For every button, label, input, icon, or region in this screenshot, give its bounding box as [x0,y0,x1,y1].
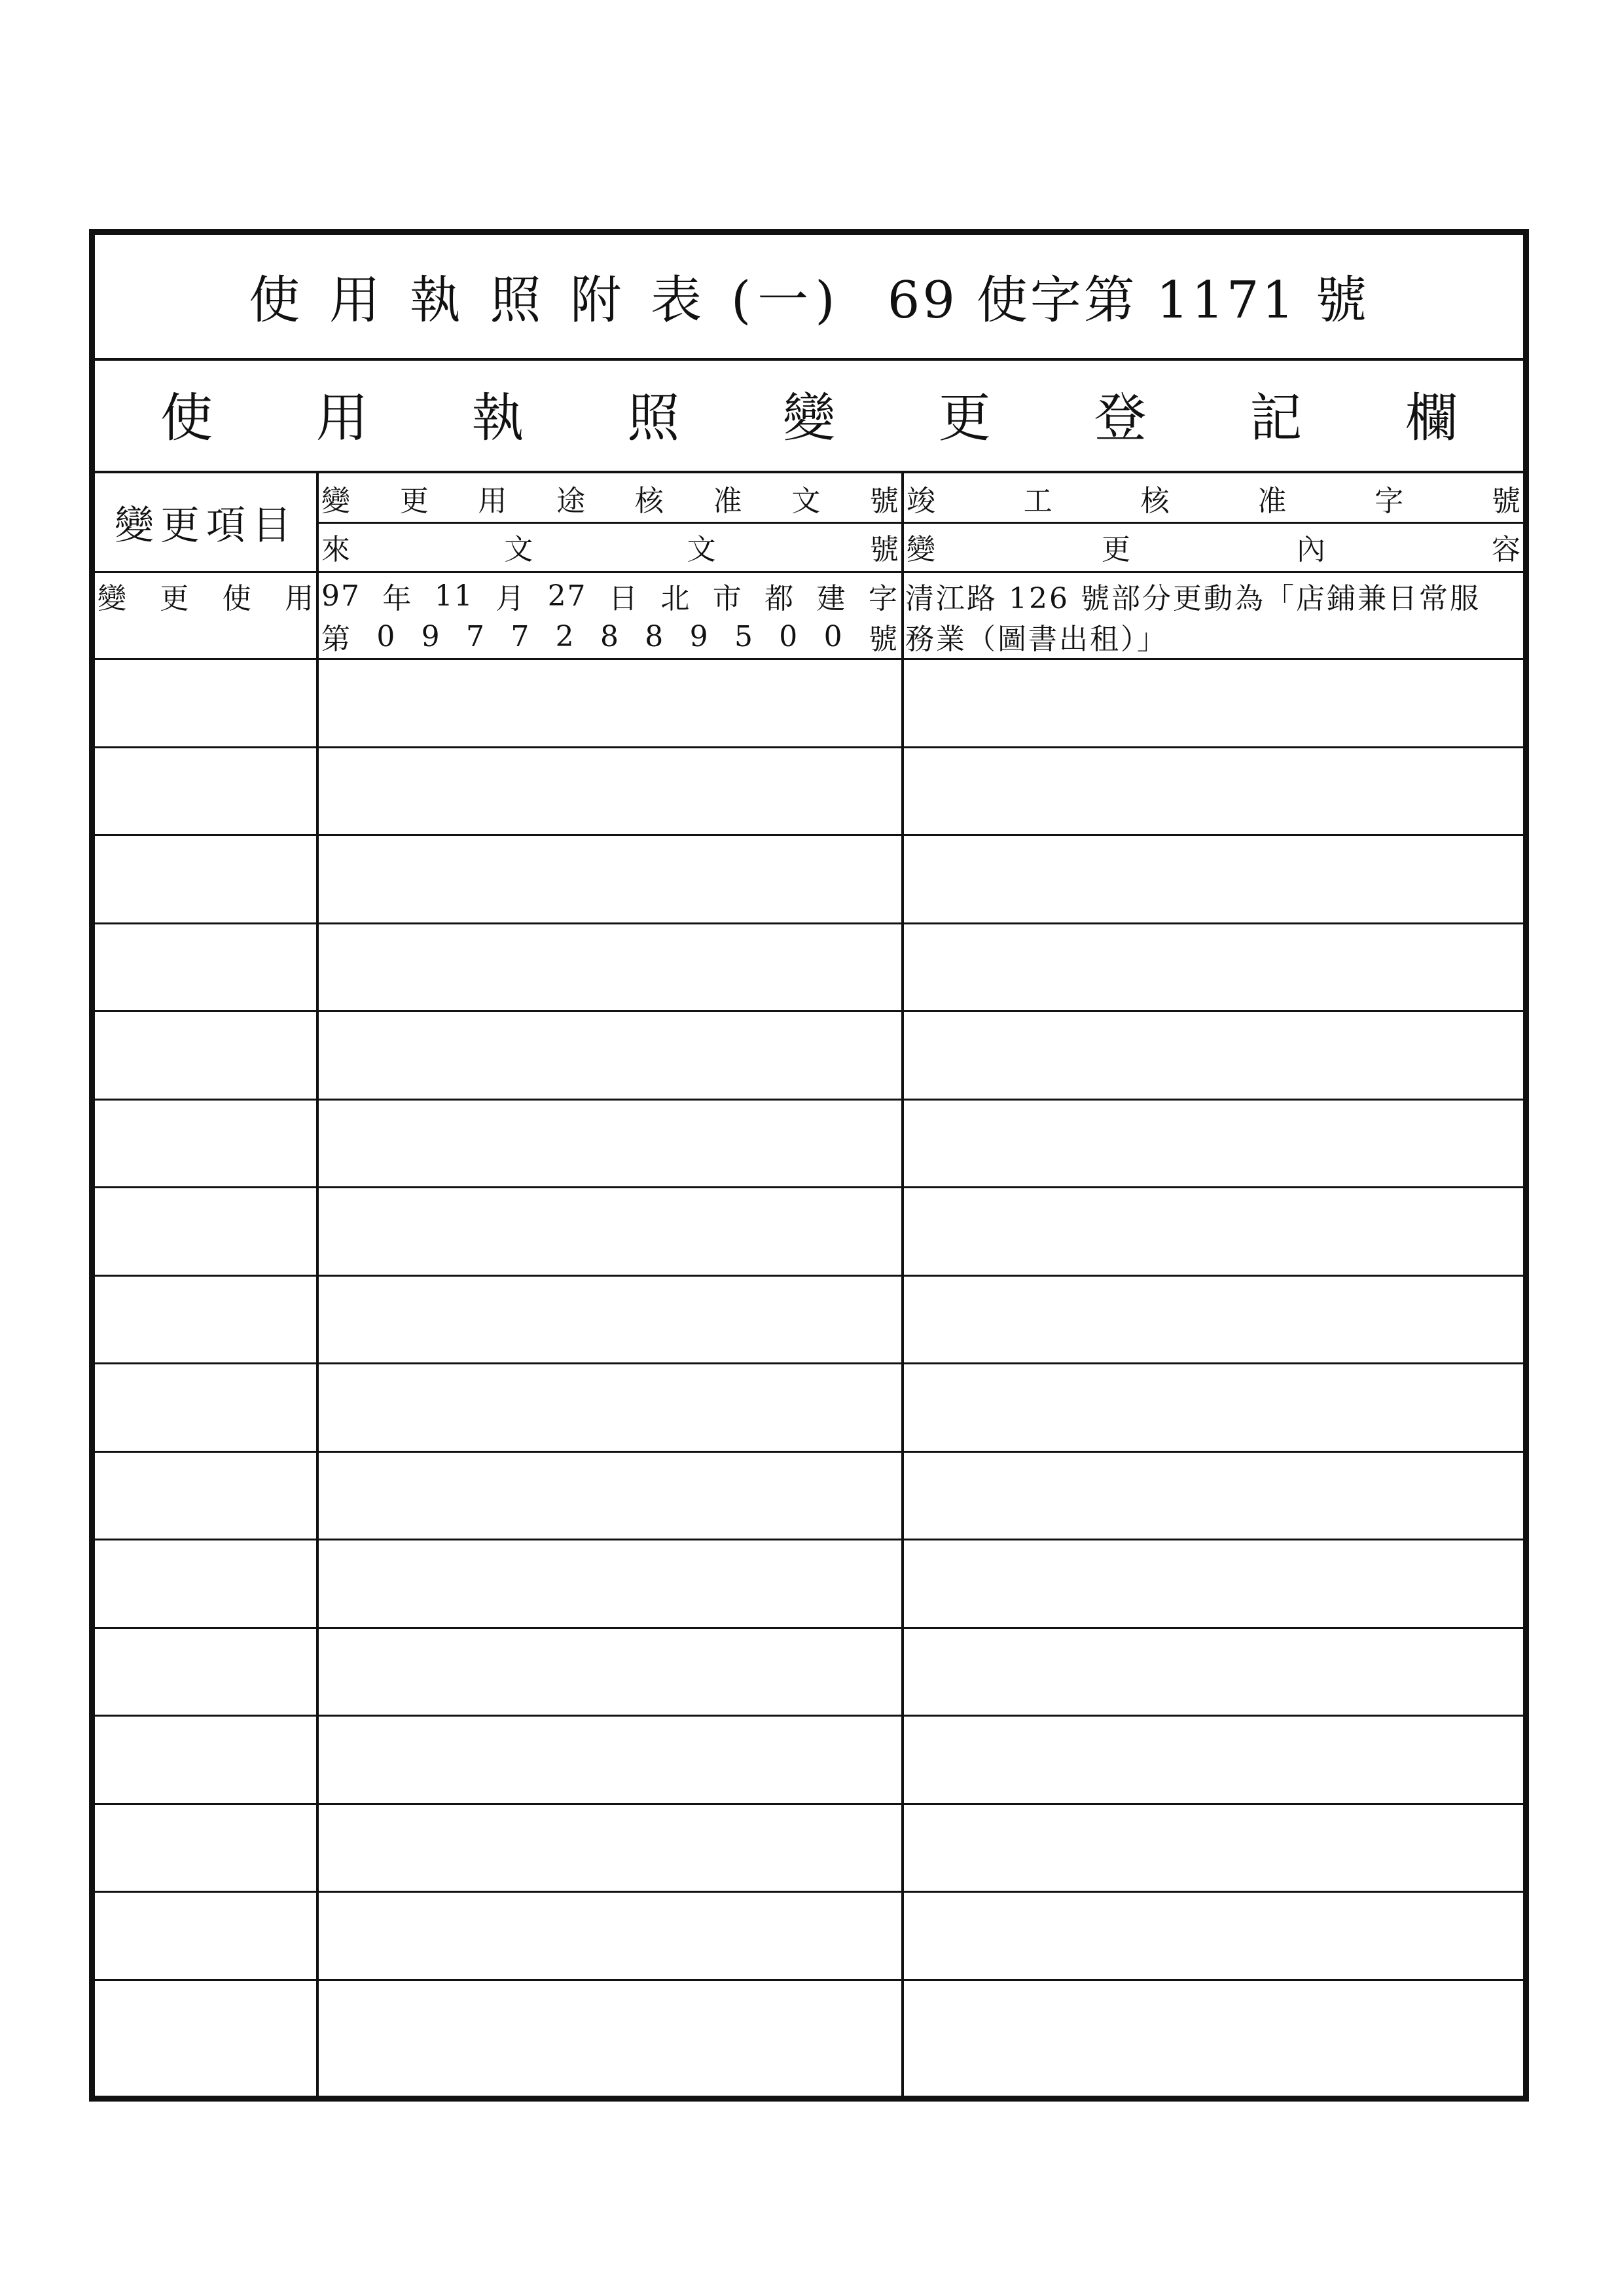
header-char: 變 [321,484,350,518]
section-title-char: 更 [938,388,991,448]
header-char: 途 [556,484,586,518]
header-incoming-doc-no [319,523,901,570]
row-divider [95,746,1523,748]
row-divider [95,1803,1523,1805]
section-title-char: 變 [783,388,835,448]
header-change-item: 變更項目 [115,503,298,549]
divider [317,522,1523,524]
section-title-char: 記 [1249,388,1303,448]
header-char: 內 [1297,533,1325,566]
section-title-char: 欄 [1405,388,1458,448]
header-char: 容 [1492,533,1520,566]
header-char: 變 [907,533,935,566]
entry-doc-char: 7 [465,619,486,653]
entry-doc-line-1 [319,575,901,616]
row-divider [95,1010,1523,1012]
section-title-char: 照 [627,388,680,448]
header-char: 來 [321,533,350,566]
entry-doc-char: 2 [555,619,575,653]
header-char: 更 [1102,533,1130,566]
entry-doc-char: 0 [376,619,397,653]
column-divider [901,472,904,2096]
entry-doc-char: 建 [816,582,847,615]
header-char: 工 [1023,484,1052,518]
section-title [160,359,1458,467]
header-char: 文 [687,533,716,566]
usage-permit-attachment-form [89,229,1529,2102]
entry-doc-char: 9 [689,619,710,653]
row-divider [95,834,1523,836]
entry-doc-char: 7 [511,619,531,653]
header-char: 准 [1257,484,1287,518]
row-divider [95,1275,1523,1277]
header-change-content [904,523,1523,570]
header-char: 更 [399,484,429,518]
header-char: 准 [713,484,742,518]
entry-doc-char: 都 [764,582,795,615]
entry-doc-char: 市 [712,582,743,615]
row-divider [95,1186,1523,1188]
row-divider [95,1979,1523,1981]
entry-item-char: 更 [160,582,189,615]
permit-number: 69 使字第 1171 號 [887,270,1369,330]
form-title [95,235,1523,356]
row-divider [95,1715,1523,1717]
header-char: 字 [1375,484,1404,518]
row-divider [95,1539,1523,1540]
entry-doc-char: 8 [600,619,620,653]
row-divider [95,1891,1523,1893]
entry-item-char: 變 [98,582,126,615]
row-divider [95,922,1523,924]
column-divider [316,472,319,2096]
entry-item-char: 使 [222,582,251,615]
entry-doc-char: 11 [434,579,474,613]
header-char: 用 [478,484,507,518]
entry-doc-char: 8 [645,619,665,653]
entry-doc-char: 27 [547,579,587,613]
entry-doc-char: 月 [495,582,526,615]
section-title-char: 用 [315,388,369,448]
header-char: 竣 [907,484,935,518]
header-char: 號 [869,533,899,566]
header-char: 號 [1491,484,1520,518]
entry-doc-char: 0 [823,619,844,653]
entry-doc-char: 年 [382,582,413,615]
header-completion-approval-no [904,475,1523,522]
header-char: 號 [869,484,899,518]
row-divider [95,1451,1523,1453]
entry-change-item [95,573,316,619]
section-title-char: 執 [471,388,524,448]
entry-doc-char: 號 [868,623,899,656]
entry-doc-char: 97 [321,579,361,613]
section-title-char: 使 [160,388,213,448]
header-char: 文 [791,484,821,518]
row-divider [95,1099,1523,1101]
entry-content-line-1: 清江路 126 號部分更動為「店鋪兼日常服 [905,582,1481,615]
entry-doc-char: 9 [421,619,441,653]
entry-doc-char: 第 [321,623,351,656]
entry-content-line-2: 務業（圖書出租）」 [905,623,1168,656]
header-char: 核 [1140,484,1170,518]
entry-doc-line-2 [319,616,901,657]
entry-doc-char: 字 [868,582,899,615]
header-approval-doc-no [319,475,901,522]
row-divider [95,1627,1523,1629]
header-char: 核 [634,484,664,518]
entry-doc-char: 日 [608,582,639,615]
section-title-char: 登 [1094,388,1147,448]
entry-item-char: 用 [284,582,314,615]
header-char: 文 [504,533,533,566]
row-divider [95,1362,1523,1364]
form-title-name: 使 用 執 照 附 表 (一) [249,270,842,330]
entry-doc-char: 北 [660,582,691,615]
entry-doc-char: 5 [734,619,754,653]
entry-doc-char: 0 [779,619,799,653]
row-divider [95,658,1523,660]
